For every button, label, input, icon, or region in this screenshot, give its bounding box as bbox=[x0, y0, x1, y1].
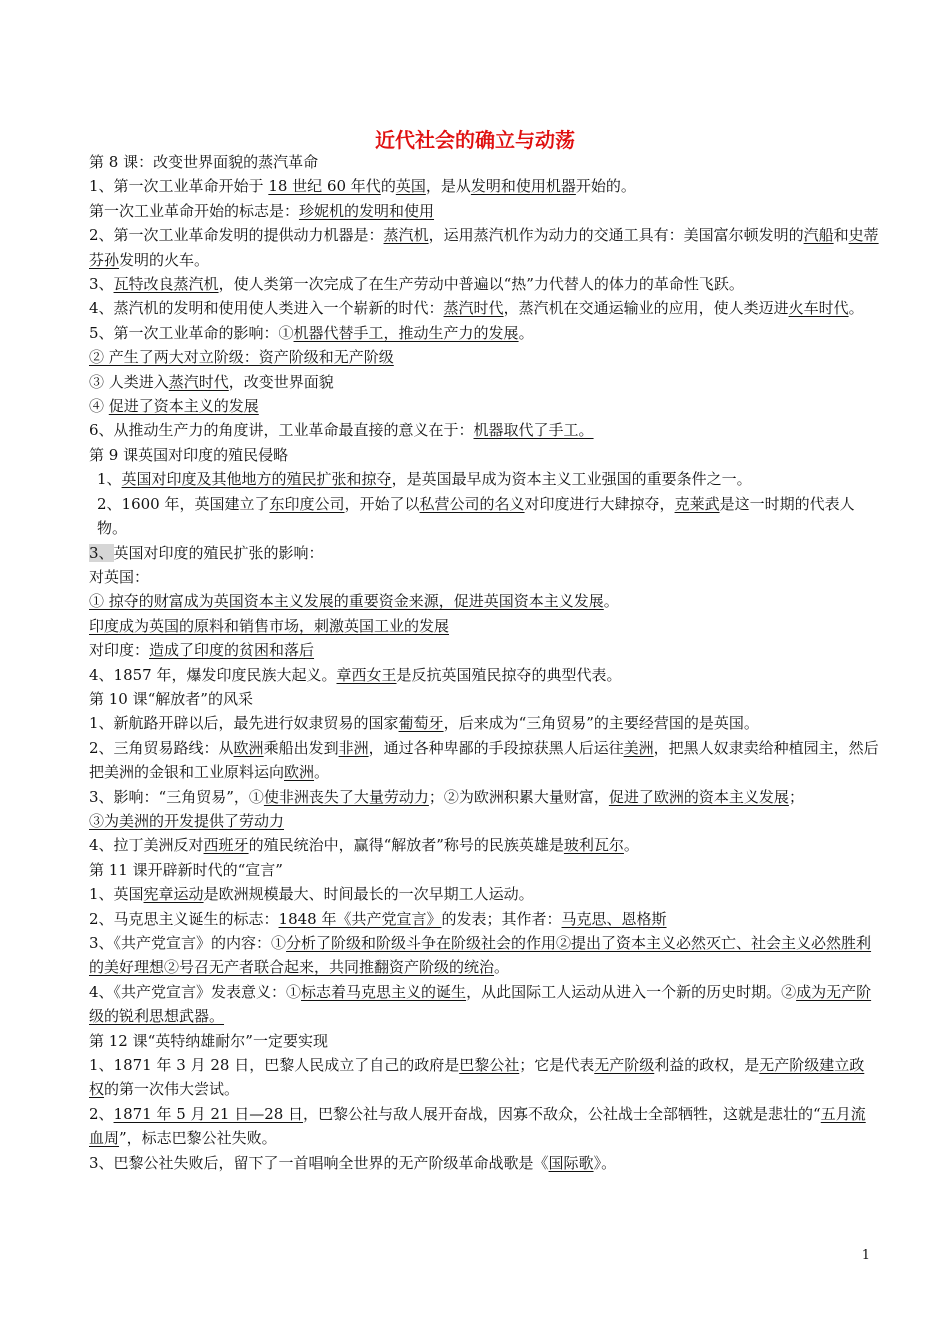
text-segment: ，是英国最早成为资本主义工业强国的重要条件之一。 bbox=[391, 470, 752, 489]
text-segment: 开始的。 bbox=[575, 177, 636, 196]
text-segment: ，使人类第一次完成了在生产劳动中普遍以“热”力代替人的体力的革命性飞跃。 bbox=[218, 275, 744, 294]
underlined-key-text: 18 世纪 60 年代 bbox=[268, 177, 381, 196]
underlined-key-text: 葡萄牙 bbox=[398, 714, 444, 733]
text-segment: 5、第一次工业革命的影响：① bbox=[89, 323, 294, 342]
text-line bbox=[89, 443, 879, 467]
text-segment: ，后来成为“三角贸易”的主要经营国的是英国。 bbox=[443, 714, 759, 733]
underlined-key-text: 欧洲 bbox=[233, 738, 264, 757]
text-segment: 利益的政权，是 bbox=[654, 1056, 760, 1075]
text-segment: 3、 bbox=[89, 275, 114, 294]
underlined-key-text: 促进了资本主义的发展 bbox=[108, 397, 259, 416]
text-segment: ； bbox=[788, 787, 804, 806]
text-segment: 第 8 课：改变世界面貌的蒸汽革命 bbox=[89, 153, 319, 171]
text-line bbox=[89, 1102, 879, 1151]
text-segment: 2、1600 年，英国建立了 bbox=[97, 494, 270, 513]
text-line bbox=[89, 809, 879, 833]
underlined-key-text: 英国 bbox=[395, 177, 426, 196]
text-line bbox=[89, 1151, 879, 1175]
underlined-key-text: 宪章运动 bbox=[143, 885, 204, 904]
text-segment: 4、拉丁美洲反对 bbox=[89, 836, 204, 855]
text-line bbox=[89, 199, 879, 223]
underlined-key-text: 分析了阶级和阶级斗争在阶级社会的作用②提出了资本主义必然灭亡、社会主义必然胜利的美好理想②号召无产者联合起来，共同推翻资产阶级的统治 bbox=[89, 934, 872, 977]
text-segment: 。 bbox=[848, 299, 864, 318]
text-line bbox=[89, 614, 879, 638]
underlined-key-text: 英国对印度及其他地方的殖民扩张和掠夺 bbox=[121, 470, 392, 489]
underlined-key-text: 使非洲丧失了大量劳动力 bbox=[263, 787, 429, 806]
text-segment: 1、1871 年 3 月 28 日，巴黎人民成立了自己的政府是 bbox=[89, 1056, 460, 1075]
text-segment: 对英国： bbox=[89, 567, 150, 586]
underlined-key-text: 蒸汽时代 bbox=[168, 372, 229, 391]
text-line bbox=[89, 663, 879, 687]
underlined-key-text: 无产阶级建立政权 bbox=[89, 1056, 865, 1099]
underlined-key-text: 促进了欧洲的资本主义发展 bbox=[608, 787, 789, 806]
underlined-key-text: 机器取代了手工。 bbox=[473, 421, 594, 440]
text-segment: 1、 bbox=[97, 470, 122, 489]
text-segment: ，蒸汽机在交通运输业的应用，使人类迈进 bbox=[503, 299, 789, 318]
text-segment: 是这一时期的代表人物。 bbox=[97, 494, 855, 538]
text-segment: 英国对印度的殖民扩张的影响： bbox=[113, 543, 324, 562]
text-line bbox=[89, 467, 879, 491]
document-body bbox=[89, 150, 879, 1175]
text-segment: 3、《共产党宣言》的内容：① bbox=[89, 934, 287, 952]
text-line bbox=[89, 174, 879, 198]
underlined-key-text: 私营公司的名义 bbox=[419, 494, 525, 513]
underlined-key-text: 印度成为英国的原料和销售市场，刺激英国工业的发展 bbox=[89, 616, 450, 635]
text-segment: 第 9 课英国对印度的殖民侵略 bbox=[89, 445, 289, 464]
underlined-key-text: ② 产生了两大对立阶级：资产阶级和无产阶级 bbox=[89, 348, 394, 367]
text-segment: ；②为欧洲积累大量财富， bbox=[428, 787, 609, 806]
text-line bbox=[89, 980, 879, 1029]
text-segment: ，巴黎公社与敌人展开奋战，因寡不敌众，公社战士全部牺牲，这就是悲壮的“ bbox=[303, 1104, 821, 1123]
underlined-key-text: 造成了印度的贫困和落后 bbox=[149, 641, 315, 660]
text-line bbox=[89, 345, 879, 369]
text-segment: ，把黑人奴隶卖给种植园主，然后把美洲的金银和工业原料运向 bbox=[89, 738, 879, 782]
underlined-key-text: 美洲 bbox=[623, 738, 654, 757]
underlined-key-text: 无产阶级 bbox=[594, 1056, 655, 1075]
text-segment: ④ bbox=[89, 397, 109, 416]
text-segment: 的发表；其作者： bbox=[441, 909, 562, 928]
text-segment: 3、影响：“三角贸易”，① bbox=[89, 787, 264, 806]
text-segment: ，是从 bbox=[425, 177, 471, 196]
text-line bbox=[89, 833, 879, 857]
underlined-key-text: 玻利瓦尔 bbox=[563, 836, 624, 855]
text-segment: 是反抗英国殖民掠夺的典型代表。 bbox=[396, 665, 622, 684]
text-segment: 2、三角贸易路线：从 bbox=[89, 738, 234, 757]
underlined-key-text: 1848 年《共产党宣言》 bbox=[278, 909, 442, 928]
text-segment: 是欧洲规模最大、时间最长的一次早期工人运动。 bbox=[203, 885, 534, 904]
text-segment: ；它是代表 bbox=[519, 1056, 595, 1075]
text-line bbox=[89, 370, 879, 394]
text-segment: 乘船出发到 bbox=[263, 738, 339, 757]
underlined-key-text: 西班牙 bbox=[203, 836, 249, 855]
text-segment: 4、1857 年，爆发印度民族大起义。 bbox=[89, 665, 337, 684]
underlined-key-text: ① 掠夺的财富成为英国资本主义发展的重要资金来源，促进英国资本主义发展 bbox=[89, 592, 604, 611]
text-segment: 1、英国 bbox=[89, 885, 144, 904]
text-segment: 3、巴黎公社失败后，留下了一首唱响全世界的无产阶级革命战歌是《 bbox=[89, 1153, 549, 1172]
underlined-key-text: 发明和使用机器 bbox=[470, 177, 576, 196]
underlined-key-text: 汽船 bbox=[803, 226, 834, 245]
underlined-key-text: 章西女王 bbox=[336, 665, 397, 684]
text-segment: 。 bbox=[314, 763, 330, 782]
underlined-key-text: 标志着马克思主义的诞生 bbox=[301, 982, 467, 1001]
text-segment: 1、第一次工业革命开始于 bbox=[89, 177, 269, 196]
text-line bbox=[89, 418, 879, 442]
underlined-key-text: 珍妮机的发明和使用 bbox=[299, 201, 435, 220]
text-segment: 和 bbox=[833, 226, 849, 245]
text-line bbox=[89, 1029, 879, 1053]
text-segment: 的第一次伟大尝试。 bbox=[104, 1080, 240, 1099]
text-segment: ，从此国际工人运动从进入一个新的历史时期。② bbox=[466, 982, 797, 1001]
text-segment: 的 bbox=[380, 177, 396, 196]
underlined-key-text: 1871 年 5 月 21 日—28 日 bbox=[113, 1104, 304, 1123]
text-line bbox=[89, 589, 879, 613]
text-line bbox=[89, 1053, 879, 1102]
text-segment: ③ 人类进入 bbox=[89, 372, 169, 391]
text-line bbox=[89, 882, 879, 906]
text-line bbox=[89, 296, 879, 320]
text-line bbox=[89, 858, 879, 882]
underlined-key-text: 东印度公司 bbox=[269, 494, 345, 513]
text-line bbox=[89, 638, 879, 662]
text-segment: 发明的火车。 bbox=[119, 250, 210, 269]
text-line bbox=[89, 907, 879, 931]
text-segment: 6、从推动生产力的角度讲，工业革命最直接的意义在于： bbox=[89, 421, 474, 440]
underlined-key-text: 瓦特改良蒸汽机 bbox=[113, 275, 219, 294]
underlined-key-text: 蒸汽机 bbox=[383, 226, 429, 245]
text-segment: 3、 bbox=[89, 543, 114, 562]
page-number: 1 bbox=[861, 1248, 870, 1263]
underlined-key-text: 史蒂芬孙 bbox=[89, 226, 879, 269]
text-line bbox=[89, 223, 879, 272]
document-title: 近代社会的确立与动荡 bbox=[375, 128, 575, 152]
underlined-key-text: 国际歌 bbox=[548, 1153, 594, 1172]
text-segment: 2、第一次工业革命发明的提供动力机器是： bbox=[89, 226, 384, 245]
underlined-key-text: ③为美洲的开发提供了劳动力 bbox=[89, 811, 285, 830]
text-segment: 第一次工业革命开始的标志是： bbox=[89, 201, 300, 220]
text-line bbox=[89, 541, 879, 565]
underlined-key-text: 克莱武 bbox=[674, 494, 720, 513]
text-segment: ，运用蒸汽机作为动力的交通工具有：美国富尔顿发明的 bbox=[428, 226, 804, 245]
text-segment: 4、《共产党宣言》发表意义：① bbox=[89, 982, 302, 1001]
text-segment: 。 bbox=[603, 592, 619, 611]
underlined-key-text: 欧洲 bbox=[284, 763, 315, 782]
text-segment: 的殖民统治中，赢得“解放者”称号的民族英雄是 bbox=[248, 836, 564, 855]
text-segment: ，通过各种卑鄙的手段掠获黑人后运往 bbox=[368, 738, 624, 757]
underlined-key-text: 火车时代 bbox=[788, 299, 849, 318]
text-line bbox=[89, 711, 879, 735]
underlined-key-text: 马克思、恩格斯 bbox=[561, 909, 667, 928]
text-segment: 。 bbox=[518, 323, 534, 342]
text-segment: 4、蒸汽机的发明和使用使人类进入一个崭新的时代： bbox=[89, 299, 444, 318]
text-line bbox=[89, 321, 879, 345]
text-segment: 第 11 课开辟新时代的“宣言” bbox=[89, 860, 283, 879]
text-segment: ”，标志巴黎公社失败。 bbox=[119, 1129, 277, 1148]
text-line bbox=[89, 492, 879, 541]
text-segment: 2、 bbox=[89, 1104, 114, 1123]
text-line bbox=[89, 687, 879, 711]
text-line bbox=[89, 931, 879, 980]
text-segment: 。 bbox=[623, 836, 639, 855]
underlined-key-text: 五月流血周 bbox=[89, 1104, 866, 1148]
underlined-key-text: 巴黎公社 bbox=[459, 1056, 520, 1075]
text-line bbox=[89, 272, 879, 296]
text-segment: 对印度： bbox=[89, 641, 150, 660]
text-segment: 1、新航路开辟以后，最先进行奴隶贸易的国家 bbox=[89, 714, 399, 733]
text-line bbox=[89, 394, 879, 418]
text-segment: ，开始了以 bbox=[344, 494, 420, 513]
text-line bbox=[89, 150, 879, 174]
text-segment: 。 bbox=[494, 958, 510, 977]
text-segment: 第 12 课“英特纳雄耐尔”一定要实现 bbox=[89, 1031, 328, 1050]
text-segment: 2、马克思主义诞生的标志： bbox=[89, 909, 279, 928]
text-segment: ，改变世界面貌 bbox=[228, 372, 334, 391]
underlined-key-text: 蒸汽时代 bbox=[443, 299, 504, 318]
text-line bbox=[89, 785, 879, 809]
text-segment: 第 10 课“解放者”的风采 bbox=[89, 689, 253, 708]
underlined-key-text: 成为无产阶级的锐利思想武器。 bbox=[89, 982, 872, 1026]
text-line bbox=[89, 565, 879, 589]
text-line bbox=[89, 736, 879, 785]
underlined-key-text: 非洲 bbox=[338, 738, 369, 757]
underlined-key-text: 机器代替手工，推动生产力的发展 bbox=[293, 323, 519, 342]
text-segment: 》。 bbox=[593, 1153, 617, 1172]
text-segment: 对印度进行大肆掠夺， bbox=[524, 494, 675, 513]
